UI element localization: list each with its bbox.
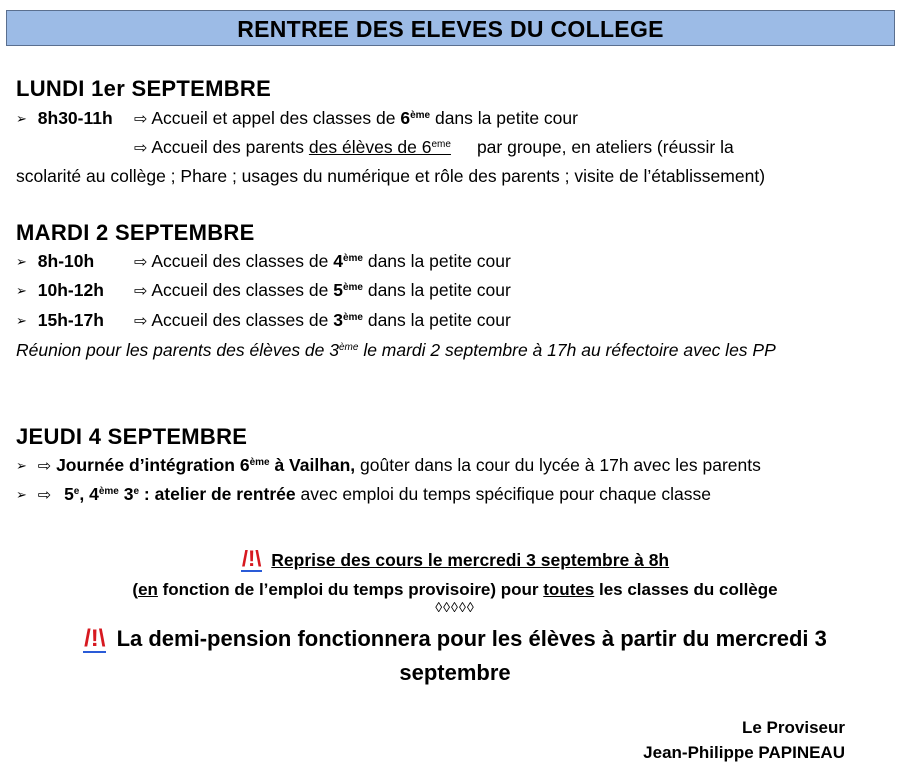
- monday-line-2: ⇨ Accueil des parents des élèves de 6eme par groupe, en ateliers (réussir la: [134, 137, 734, 157]
- page-title: RENTREE DES ELEVES DU COLLEGE: [6, 10, 895, 46]
- signature-name: Jean-Philippe PAPINEAU: [643, 743, 845, 762]
- heading-thursday: JEUDI 4 SEPTEMBRE: [16, 424, 248, 449]
- arrow-icon: ⇨: [134, 283, 148, 300]
- arrow-icon: ⇨: [134, 254, 148, 271]
- heading-monday: LUNDI 1er SEPTEMBRE: [16, 76, 272, 101]
- arrow-icon: ⇨: [37, 487, 52, 504]
- tuesday-item: [16, 280, 104, 301]
- heading-tuesday: MARDI 2 SEPTEMBRE: [16, 220, 255, 245]
- arrow-icon: ⇨: [134, 313, 148, 330]
- tuesday-meeting-note: Réunion pour les parents des élèves de 3ème le mardi 2 septembre à 17h au réfectoire avec les PP: [16, 340, 776, 360]
- bullet-icon: ➢: [16, 111, 27, 126]
- tuesday-item: [16, 251, 94, 272]
- diamond-separator: ◊◊◊◊◊: [435, 599, 475, 615]
- bullet-icon: ➢: [16, 487, 27, 502]
- tuesday-item-text: ⇨ Accueil des classes de 4ème dans la petite cour: [134, 251, 511, 271]
- thursday-item-1: ➢ ⇨ Journée d’intégration 6ème à Vailhan, goûter dans la cour du lycée à 17h avec les parents: [16, 455, 761, 475]
- warning-icon: /!\: [84, 625, 106, 652]
- time-slot: 15h-17h: [37, 310, 104, 330]
- monday-line-1: ⇨ Accueil et appel des classes de 6ème dans la petite cour: [134, 108, 578, 128]
- schedule-notice: (en fonction de l’emploi du temps provisoire) pour toutes les classes du collège: [132, 580, 778, 599]
- canteen-notice-line-1: /!\ La demi-pension fonctionnera pour les élèves à partir du mercredi 3: [84, 625, 827, 652]
- thursday-item-2: ➢ ⇨ 5e, 4ème 3e : atelier de rentrée avec emploi du temps spécifique pour chaque classe: [16, 484, 712, 504]
- parents-link-text: des élèves de 6eme: [308, 137, 451, 157]
- warning-icon: /!\: [241, 546, 262, 571]
- tuesday-item-text: ⇨ Accueil des classes de 5ème dans la petite cour: [134, 280, 511, 300]
- arrow-icon: ⇨: [37, 458, 52, 475]
- resume-notice: /!\ Reprise des cours le mercredi 3 septembre à 8h: [241, 546, 670, 571]
- time-slot: 8h-10h: [37, 251, 95, 271]
- monday-line-3: scolarité au collège ; Phare ; usages du numérique et rôle des parents ; visite de l’établissement): [16, 166, 766, 186]
- time-slot: 10h-12h: [37, 280, 104, 300]
- bullet-icon: ➢: [16, 254, 27, 269]
- arrow-icon: ⇨: [134, 111, 148, 128]
- bullet-icon: ➢: [16, 313, 27, 328]
- tuesday-item-text: ⇨ Accueil des classes de 3ème dans la petite cour: [134, 310, 511, 330]
- arrow-icon: ⇨: [134, 140, 148, 157]
- bullet-icon: ➢: [16, 458, 27, 473]
- tuesday-item: [16, 310, 104, 331]
- monday-item: [16, 108, 113, 129]
- canteen-notice-line-2: septembre: [399, 660, 511, 685]
- signature-role: Le Proviseur: [742, 718, 845, 737]
- bullet-icon: ➢: [16, 283, 27, 298]
- time-slot: 8h30-11h: [37, 108, 113, 128]
